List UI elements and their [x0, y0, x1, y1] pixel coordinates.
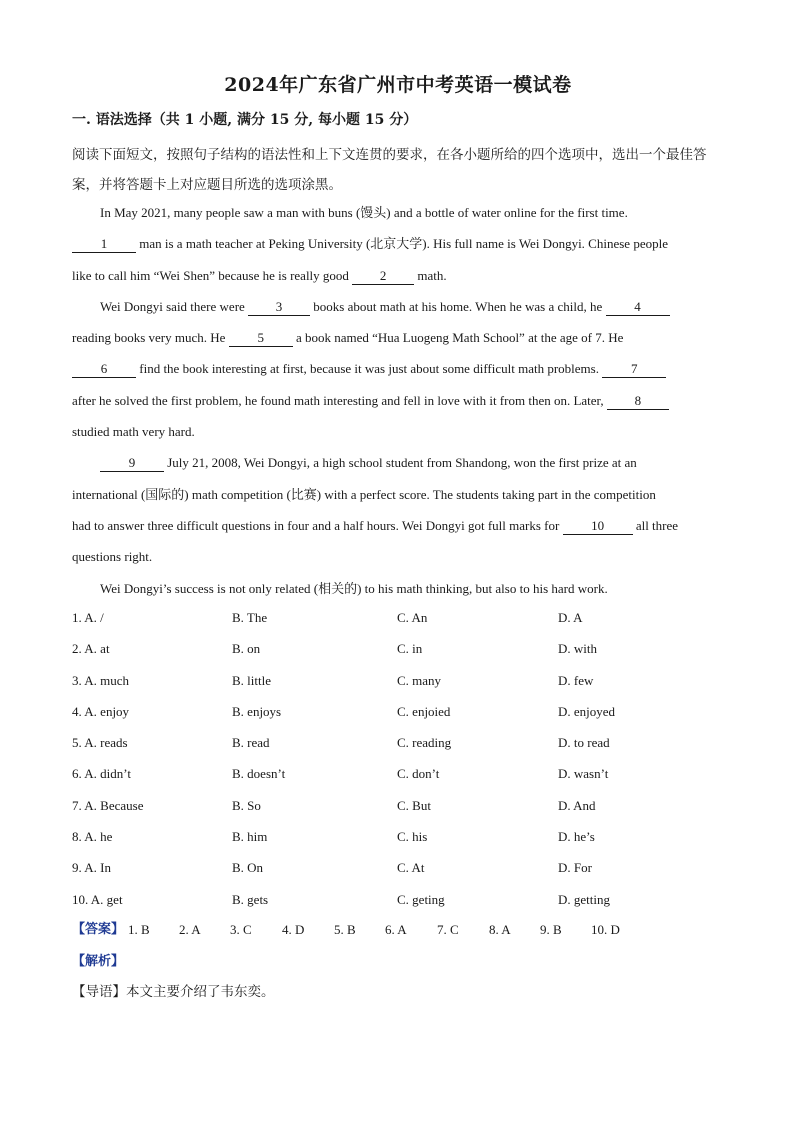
passage-line: like to call him “Wei Shen” because he is really good 2 math.: [72, 267, 447, 283]
answer-item: 2. A: [179, 922, 201, 937]
passage-line: questions right.: [72, 549, 153, 565]
blank-7: 7: [602, 361, 666, 378]
answer-item: 5. B: [334, 922, 356, 937]
passage-line: reading books very much. He 5 a book named “Hua Luogeng Math School” at the age of 7. He: [72, 330, 624, 346]
option-row: 6. A. didn’t B. doesn’t C. don’t D. wasn’t: [72, 766, 609, 782]
passage-line: In May 2021, many people saw a man with buns (馒头) and a bottle of water online for the first time.: [100, 205, 628, 220]
passage-line: Wei Dongyi said there were 3 books about math at his home. When he was a child, he 4: [72, 291, 724, 322]
blank-2: 2: [352, 268, 414, 285]
blank-5: 5: [229, 330, 293, 347]
blank-9: 9: [100, 455, 164, 472]
passage-line: 6 find the book interesting at first, because it was just about some difficult math problems. 7: [72, 353, 724, 384]
option-row: 9. A. In B. On C. At D. For: [72, 860, 592, 876]
passage-line: 9 July 21, 2008, Wei Dongyi, a high school student from Shandong, won the first prize at an: [72, 447, 724, 478]
options-list: [72, 602, 724, 915]
exam-title: 2024年广东省广州市中考英语一模试卷: [224, 74, 572, 96]
passage-line: 1 man is a math teacher at Peking University (北京大学). His full name is Wei Dongyi. Chinese people: [72, 228, 724, 259]
answer-item: 1. B: [128, 922, 150, 937]
option-row: 2. A. at B. on C. in D. with: [72, 641, 597, 657]
blank-1: 1: [72, 236, 136, 253]
answer-item: 7. C: [437, 922, 459, 937]
option-row: 10. A. get B. gets C. geting D. getting: [72, 891, 610, 907]
blank-4: 4: [606, 299, 670, 316]
intro-line: [72, 977, 275, 1008]
intro-text: 本文主要介绍了韦东奕。: [126, 984, 275, 1000]
answer-item: 4. D: [282, 922, 305, 937]
answer-item: 10. D: [591, 922, 620, 937]
instruction-text: 阅读下面短文，按照句子结构的语法性和上下文连贯的要求，在各小题所给的四个选项中，选出一个最佳答案，并将答题卡上对应题目所选的选项涂黑。: [72, 147, 707, 193]
option-row: 5. A. reads B. read C. reading D. to read: [72, 735, 610, 751]
analysis-tag: 【解析】: [72, 954, 125, 969]
blank-8: 8: [607, 393, 669, 410]
blank-3: 3: [248, 299, 310, 316]
passage-line: Wei Dongyi’s success is not only related (相关的) to his math thinking, but also to his hard work.: [100, 580, 608, 596]
blank-10: 10: [563, 518, 633, 535]
intro-tag: 【导语】: [72, 984, 126, 1000]
passage-line: after he solved the first problem, he found math interesting and fell in love with it from then on. Later, 8: [72, 385, 724, 416]
option-row: 4. A. enjoy B. enjoys C. enjoied D. enjoyed: [72, 703, 616, 719]
option-row: 1. A. / B. The C. An D. A: [72, 610, 583, 625]
blank-6: 6: [72, 361, 136, 378]
answer-item: 9. B: [540, 922, 562, 937]
passage-line: had to answer three difficult questions in four and a half hours. Wei Dongyi got full marks for 10 all three: [72, 517, 679, 533]
answer-item: 6. A: [385, 922, 407, 937]
analysis-heading: [72, 945, 124, 976]
passage-line: international (国际的) math competition (比赛) with a perfect score. The students taking part in the competition: [72, 486, 656, 502]
answer-tag: 【答案】: [72, 922, 125, 937]
option-row: 8. A. he B. him C. his D. he’s: [72, 829, 595, 845]
section-heading: 一. 语法选择（共 1 小题, 满分 15 分, 每小题 15 分）: [72, 112, 418, 128]
answer-key: [72, 914, 724, 945]
passage-line: studied math very hard.: [72, 424, 195, 440]
option-row: 7. A. Because B. So C. But D. And: [72, 797, 596, 813]
option-row: 3. A. much B. little C. many D. few: [72, 672, 594, 688]
reading-passage: [72, 197, 724, 604]
answer-item: 3. C: [230, 922, 252, 937]
answer-item: 8. A: [489, 922, 511, 937]
